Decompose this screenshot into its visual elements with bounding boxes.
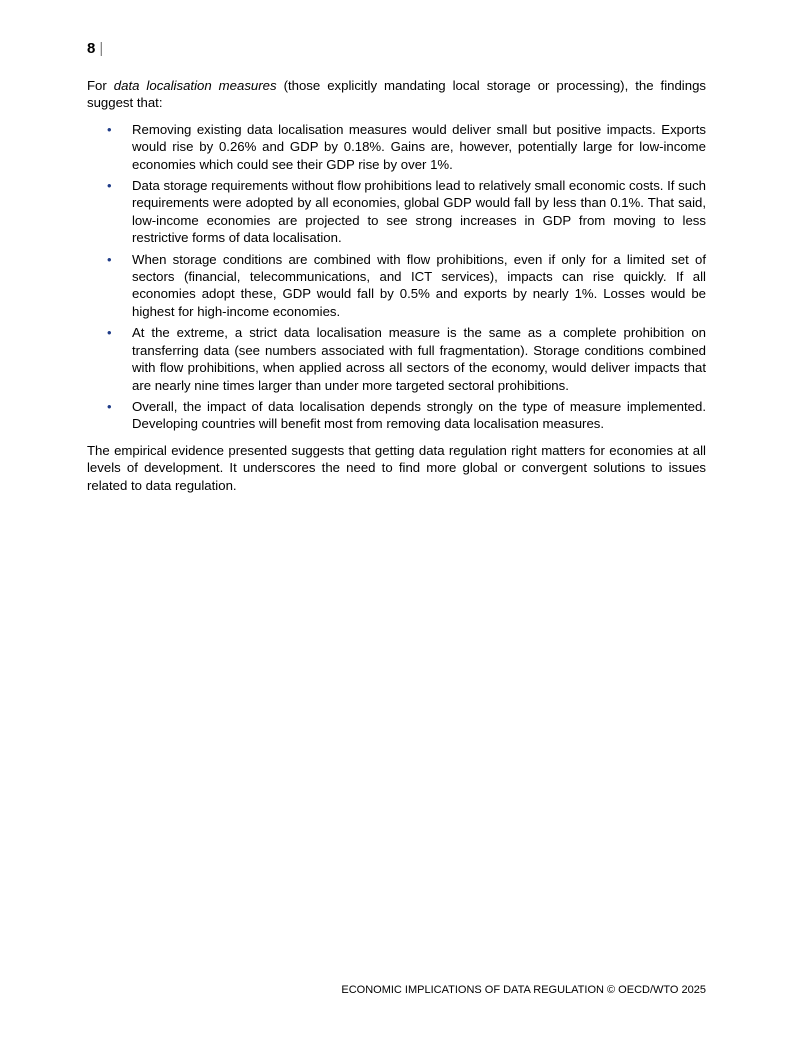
- intro-text-after: (those explicitly mandating local storage or processing), the findings suggest that:: [87, 78, 707, 111]
- list-item-text: Overall, the impact of data localisation depends strongly on the type of measure implemented. Developing countries will benefit most from removing data localisation measures.: [132, 398, 706, 432]
- list-item-text: Removing existing data localisation measures would deliver small but positive impacts. Exports would rise by 0.26% and GDP by 0.18%. Gains are, however, potentially large for low-income economies which could see their GDP rise by over 1%.: [132, 121, 706, 172]
- bullet-icon: •: [107, 398, 112, 414]
- page-footer: ECONOMIC IMPLICATIONS OF DATA REGULATION © OECD/WTO 2025: [341, 984, 706, 996]
- list-item-text: When storage conditions are combined with flow prohibitions, even if only for a limited set of sectors (financial, telecommunications, and ICT services), impacts can rise quickly. If all economies adopt these, GDP would fall by 0.5% and exports by nearly 1%. Losses would be highest for high-income economies.: [132, 251, 706, 319]
- page-number-separator: |: [99, 40, 104, 57]
- page-number-value: 8: [87, 40, 96, 57]
- bullet-icon: •: [107, 325, 112, 341]
- bullet-icon: •: [107, 178, 112, 194]
- intro-paragraph: [87, 77, 706, 112]
- list-item: [87, 398, 706, 433]
- list-item: [87, 121, 706, 173]
- findings-list: [87, 121, 706, 433]
- list-item-text: Data storage requirements without flow prohibitions lead to relatively small economic costs. If such requirements were adopted by all economies, global GDP would fall by less than 0.1%. That said, low-income economies are projected to see strong increases in GDP from moving to less restrictive forms of data localisation.: [132, 178, 706, 246]
- list-item: [87, 177, 706, 247]
- bullet-icon: •: [107, 251, 112, 267]
- intro-emphasis: data localisation measures: [113, 78, 277, 93]
- intro-text-before: For: [87, 78, 114, 93]
- page-number: [87, 40, 103, 58]
- list-item-text: At the extreme, a strict data localisation measure is the same as a complete prohibition on transferring data (see numbers associated with full fragmentation). Storage conditions combined with flow prohibitions, when applied across all sectors of the economy, would deliver impacts that are nearly nine times larger than under more targeted sectoral prohibitions.: [132, 325, 706, 393]
- list-item: [87, 324, 706, 394]
- main-content: [87, 77, 706, 494]
- conclusion-paragraph: The empirical evidence presented suggests that getting data regulation right matters for economies at all levels of development. It underscores the need to find more global or convergent solutions to issues related to data regulation.: [87, 442, 706, 493]
- list-item: [87, 251, 706, 321]
- bullet-icon: •: [107, 121, 112, 137]
